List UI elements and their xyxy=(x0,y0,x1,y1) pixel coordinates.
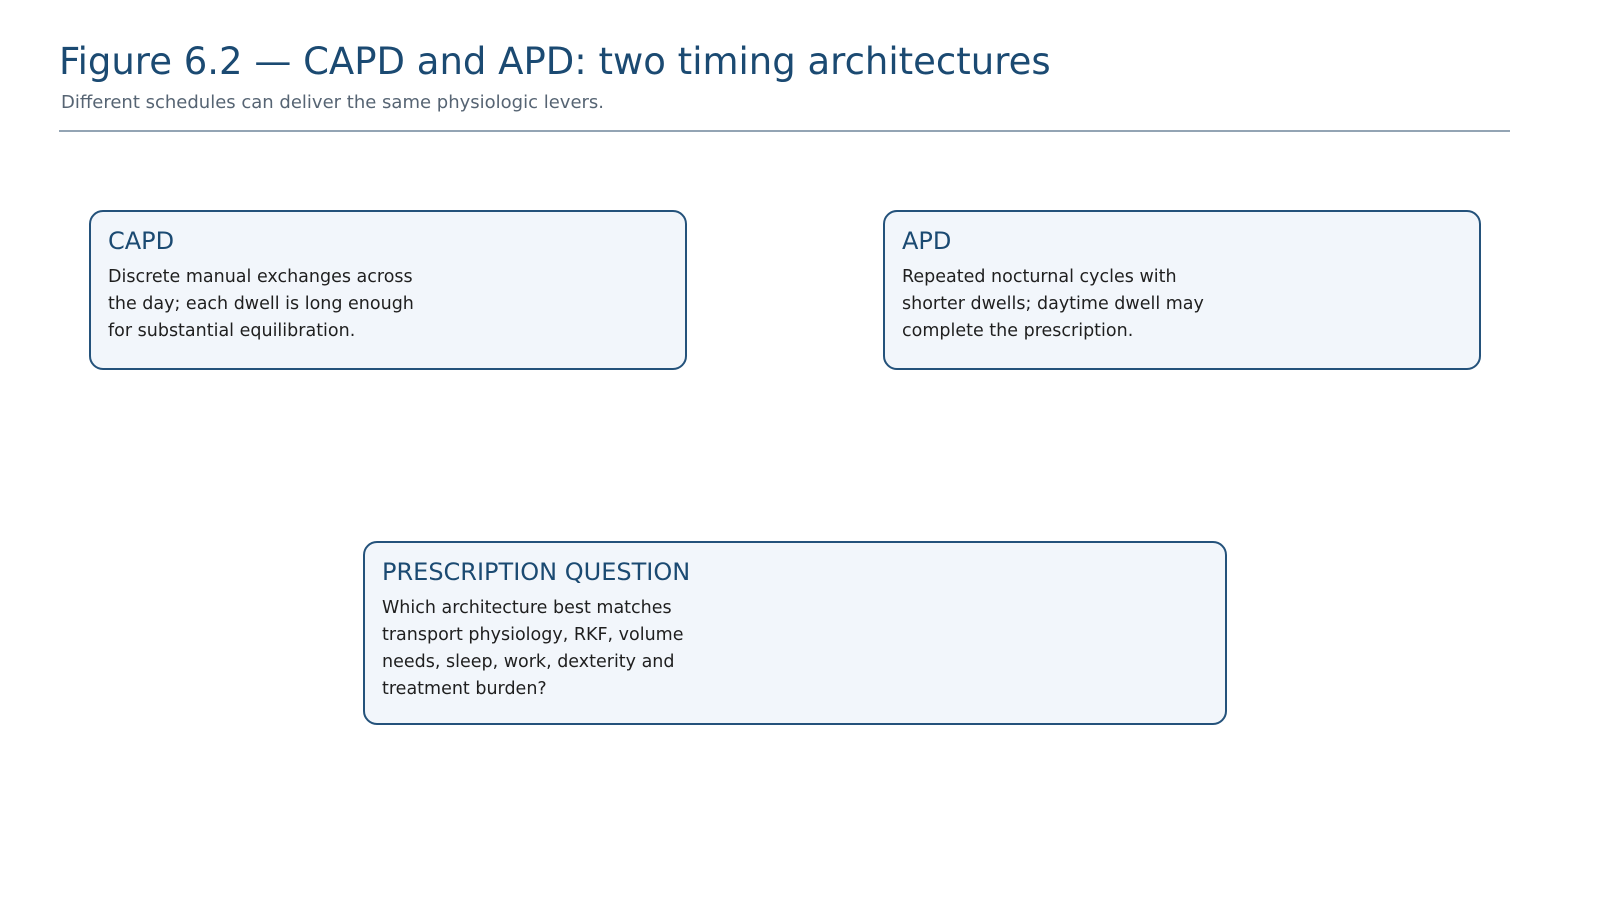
header-divider xyxy=(59,130,1510,132)
prescription-text-line: Which architecture best matches xyxy=(382,598,672,618)
apd-box-title: APD xyxy=(902,227,952,255)
prescription-text-line: transport physiology, RKF, volume xyxy=(382,625,684,645)
apd-text-line: shorter dwells; daytime dwell may xyxy=(902,294,1204,314)
capd-box-title: CAPD xyxy=(108,227,175,255)
apd-box-text xyxy=(902,264,1462,345)
capd-box-text xyxy=(108,264,668,345)
capd-text-line: the day; each dwell is long enough xyxy=(108,294,414,314)
apd-box xyxy=(883,210,1481,370)
capd-text-line: Discrete manual exchanges across xyxy=(108,267,413,287)
figure-subtitle: Different schedules can deliver the same physiologic levers. xyxy=(61,92,605,113)
prescription-question-text xyxy=(382,595,1208,703)
prescription-question-title: PRESCRIPTION QUESTION xyxy=(382,558,691,586)
prescription-text-line: needs, sleep, work, dexterity and xyxy=(382,652,675,672)
capd-box xyxy=(89,210,687,370)
apd-text-line: complete the prescription. xyxy=(902,321,1134,341)
capd-text-line: for substantial equilibration. xyxy=(108,321,356,341)
prescription-text-line: treatment burden? xyxy=(382,679,547,699)
prescription-question-box xyxy=(363,541,1227,725)
figure-title: Figure 6.2 — CAPD and APD: two timing architectures xyxy=(59,40,1051,83)
apd-text-line: Repeated nocturnal cycles with xyxy=(902,267,1177,287)
